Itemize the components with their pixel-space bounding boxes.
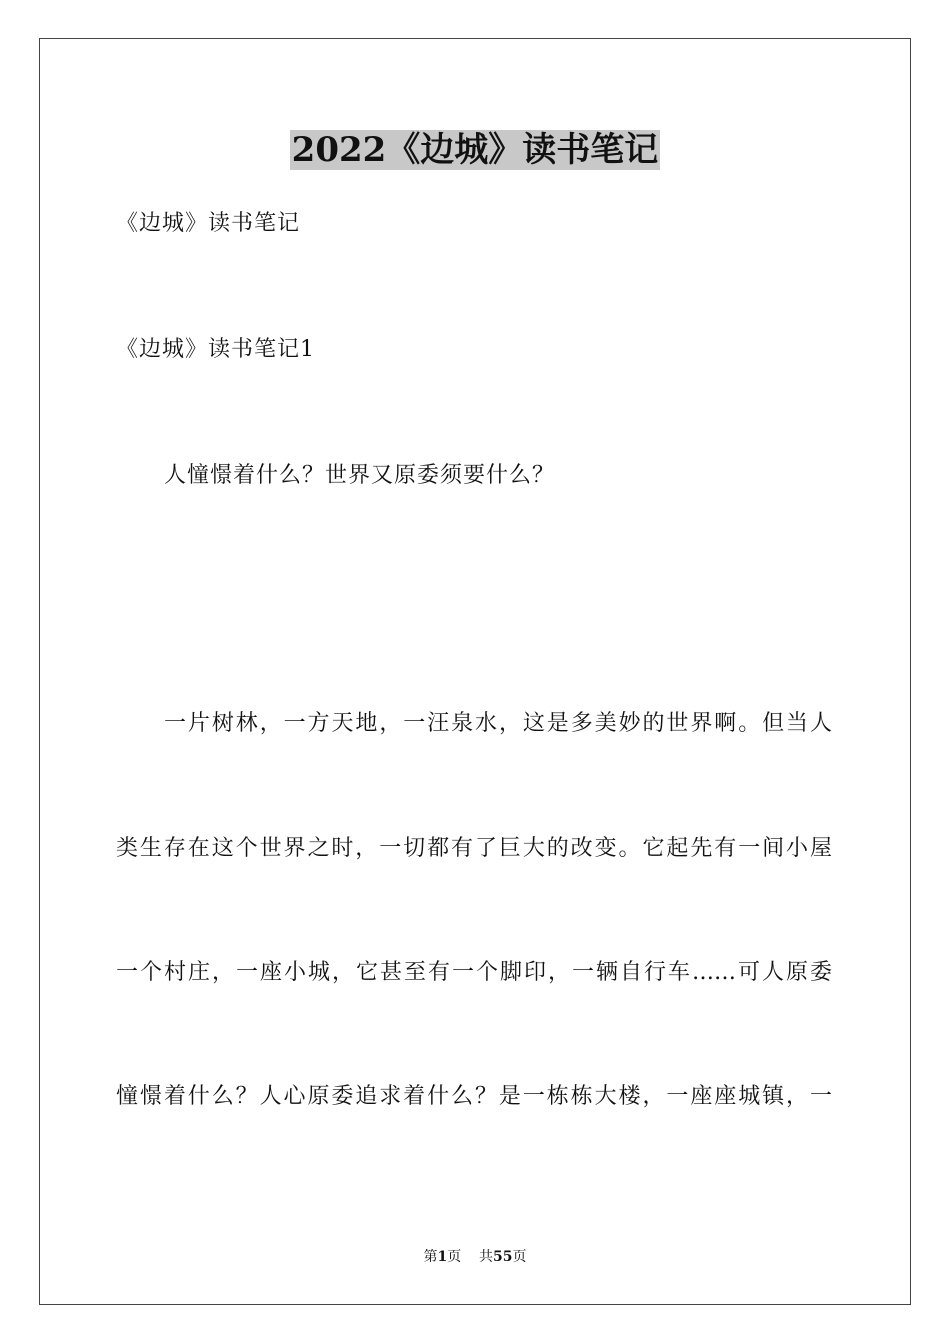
footer-total-prefix: 共 [479,1249,494,1265]
paragraph-line-5: 憧憬着什么？人心原委追求着什么？是一栋栋大楼，一座座城镇，一 [116,1084,832,1109]
section-heading: 《边城》读书笔记1 [116,337,315,362]
document-title-text: 2022《边城》读书笔记 [291,130,659,170]
paragraph-line-4: 一个村庄，一座小城，它甚至有一个脚印，一辆自行车……可人原委 [116,960,832,985]
footer-page-total: 55 [493,1249,513,1265]
footer-page-prefix: 第 [423,1249,438,1265]
paragraph-line-1: 人憧憬着什么？世界又原委须要什么？ [164,463,556,488]
footer-total-unit: 页 [512,1249,527,1265]
page-footer [0,1247,950,1267]
document-title [0,126,950,174]
document-subtitle: 《边城》读书笔记 [116,211,301,236]
paragraph-line-2: 一片树林，一方天地，一汪泉水，这是多美妙的世界啊。但当人 [164,711,832,736]
footer-page-unit: 页 [447,1249,462,1265]
footer-page-current: 1 [437,1249,448,1265]
paragraph-line-3: 类生存在这个世界之时，一切都有了巨大的改变。它起先有一间小屋 [116,836,832,861]
